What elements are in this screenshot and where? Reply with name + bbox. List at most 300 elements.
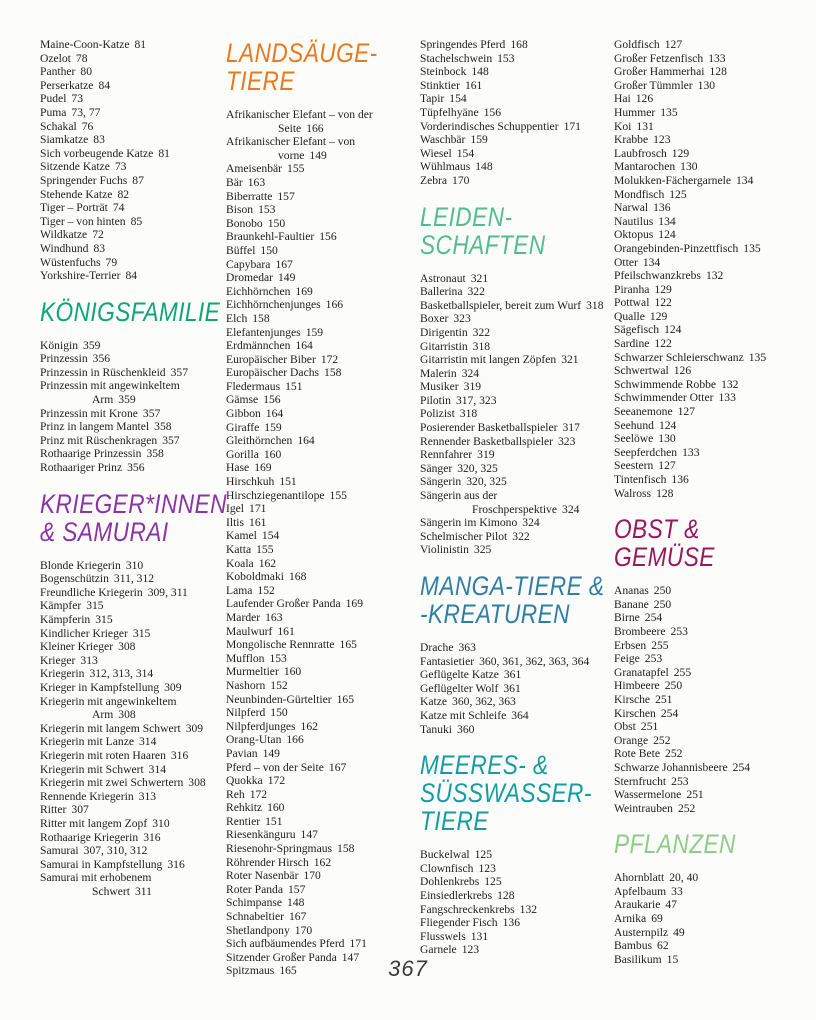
entry-page-numbers: 151 (285, 379, 303, 393)
entry-page-numbers: 158 (252, 311, 270, 325)
index-entry (226, 584, 418, 598)
entry-label: Ananas (614, 584, 649, 598)
entry-page-numbers: 361 (503, 681, 521, 695)
index-entry (614, 693, 806, 707)
index-entry (40, 92, 226, 106)
entry-label: Flusswels (420, 929, 466, 943)
index-entry (226, 774, 418, 788)
entry-page-numbers: 136 (502, 916, 520, 930)
entry-label: Basketballspieler, bereit zum Wurf (420, 298, 582, 312)
entry-page-numbers: 308 (118, 640, 136, 654)
index-entry (40, 38, 226, 52)
entry-label: Stehende Katze (40, 187, 113, 201)
entry-label: Molukken-Fächergarnele (614, 173, 731, 187)
entry-label: Afrikanischer Elefant – von (226, 135, 356, 149)
entry-label: Gämse (226, 393, 259, 407)
entry-page-numbers: 166 (325, 298, 344, 312)
entry-label: Arnika (614, 912, 647, 926)
entry-label: Birne (614, 611, 640, 625)
index-entry (614, 707, 806, 721)
index-entry (226, 706, 418, 720)
entry-label: Goldfisch (614, 38, 660, 51)
entry-label: Wüstenfuchs (40, 255, 101, 269)
section-heading-meeres-süsswasser-tiere (420, 750, 592, 837)
index-entry (420, 530, 614, 544)
index-entry (420, 848, 614, 862)
index-entry (226, 421, 418, 435)
entry-page-numbers: 307, 310, 312 (83, 844, 148, 858)
index-entry (420, 394, 614, 408)
entry-page-numbers: 360, 362, 363 (452, 695, 516, 709)
entry-page-numbers: 360 (457, 722, 475, 736)
index-entry (226, 652, 418, 666)
index-entry (40, 803, 226, 817)
entry-label: Prinzessin (40, 352, 88, 366)
index-entry (40, 599, 226, 613)
entry-page-numbers: 158 (324, 366, 342, 380)
entry-label: Pilotin (420, 393, 451, 407)
index-entry (40, 681, 226, 695)
entry-page-numbers: 357 (142, 406, 161, 420)
index-entry (614, 323, 806, 337)
entry-page-numbers: 171 (349, 937, 367, 951)
index-entry (40, 407, 226, 421)
entry-label: Gitarristin mit langen Zöpfen (420, 353, 557, 367)
index-entry (226, 230, 418, 244)
entry-page-numbers: 122 (654, 296, 672, 310)
entry-label: Gleithörnchen (226, 434, 293, 448)
entry-page-numbers: 129 (654, 282, 672, 296)
index-entry (420, 875, 614, 889)
index-entry (614, 734, 806, 748)
entry-page-numbers: 155 (256, 543, 274, 556)
entry-label: Prinzessin mit angewinkeltem (40, 379, 180, 393)
entry-label: Kämpfer (40, 599, 82, 613)
entry-label: Panther (40, 65, 76, 79)
entry-label: Feige (614, 652, 640, 666)
entry-page-numbers: 159 (305, 325, 324, 339)
entry-label: Tiger – Porträt (40, 201, 108, 215)
entry-label: Quokka (226, 774, 263, 788)
entry-label: Rote Bete (614, 747, 661, 761)
entry-label: Kleiner Krieger (40, 640, 114, 654)
entry-label: Orang-Utan (226, 733, 282, 747)
entry-page-numbers: 170 (452, 173, 470, 187)
entry-label: Prinz mit Rüschenkragen (40, 433, 158, 447)
section-heading-line: LANDSÄUGE- (226, 38, 378, 68)
entry-page-numbers: 255 (651, 638, 669, 652)
index-section (420, 38, 614, 188)
index-entry (614, 79, 806, 93)
entry-label: Pavian (226, 746, 258, 760)
index-entry (226, 448, 418, 462)
entry-page-numbers: 321 (561, 353, 579, 367)
index-entry (226, 570, 418, 584)
index-entry (40, 65, 226, 79)
entry-label: Mufflon (226, 651, 265, 665)
entry-page-numbers: 315 (95, 613, 113, 626)
entry-label-continuation: vorne (278, 148, 305, 162)
entry-label: Vorderindisches Schuppentier (420, 119, 559, 133)
entry-label: Dohlenkrebs (420, 875, 480, 889)
index-entry (614, 885, 806, 899)
entry-page-numbers: 309, 311 (147, 585, 188, 599)
entry-page-numbers: 135 (748, 350, 767, 364)
entry-label: Krieger (40, 653, 76, 667)
entry-page-numbers: 76 (81, 119, 94, 133)
entry-page-numbers: 167 (275, 257, 293, 271)
entry-label: Schwarzer Schleierschwanz (614, 350, 744, 364)
entry-label: Neunbinden-Gürteltier (226, 692, 332, 706)
entry-page-numbers: 167 (328, 760, 347, 774)
entry-page-numbers: 162 (313, 855, 332, 869)
index-section (420, 203, 614, 557)
entry-label: Schelmischer Pilot (420, 529, 508, 543)
index-entry (40, 106, 226, 120)
entry-page-numbers: 171 (249, 502, 267, 516)
entry-label: Bär (226, 175, 243, 189)
entry-page-numbers: 82 (117, 187, 130, 201)
index-entry (420, 916, 614, 930)
entry-page-numbers: 154 (261, 529, 280, 543)
index-entry (40, 174, 226, 188)
entry-label: Großer Fetzenfisch (614, 51, 704, 65)
section-heading-landsäuge-tiere (226, 39, 387, 95)
index-entry (420, 448, 614, 462)
entry-page-numbers: 157 (288, 882, 306, 896)
entry-label: Steinbock (420, 65, 467, 79)
entry-label: Sägefisch (614, 323, 660, 337)
entry-label: Mongolische Rennratte (226, 638, 335, 652)
section-heading-line: LEIDEN- (420, 201, 513, 232)
index-entry (614, 378, 806, 392)
entry-label: Dirigentin (420, 325, 468, 339)
entry-label: Hirschziegenantilope (226, 488, 325, 502)
entry-page-numbers: 69 (651, 912, 663, 926)
index-entry (614, 337, 806, 351)
entry-label: Otter (614, 255, 638, 269)
index-entry (614, 256, 806, 270)
entry-label: Dromedar (226, 271, 273, 285)
index-section (40, 490, 226, 899)
section-heading-line: MANGA-TIERE & (420, 571, 605, 601)
entry-page-numbers: 314 (139, 735, 157, 749)
index-entry (40, 627, 226, 641)
entry-label: Oktopus (614, 228, 654, 242)
index-entry (614, 296, 806, 310)
entry-page-numbers: 253 (670, 624, 688, 638)
entry-page-numbers: 168 (288, 570, 307, 584)
index-entry (40, 735, 226, 749)
entry-label: Bambus (614, 939, 653, 953)
entry-label: Seestern (614, 459, 654, 473)
index-entry (420, 475, 614, 489)
index-entry (40, 447, 226, 461)
index-entry (420, 930, 614, 944)
entry-page-numbers: 318 (586, 298, 604, 312)
index-entry (420, 943, 614, 957)
entry-page-numbers: 165 (279, 964, 297, 978)
index-entry (420, 52, 614, 66)
entry-label: Kriegerin (40, 667, 85, 681)
entry-page-numbers: 153 (497, 51, 515, 65)
index-section (614, 38, 806, 500)
entry-label: Kirschen (614, 706, 656, 720)
entry-label: Musiker (420, 380, 459, 394)
index-entry (614, 761, 806, 775)
entry-label: Basilikum (614, 952, 662, 966)
entry-page-numbers: 128 (656, 486, 674, 500)
entry-page-numbers: 357 (170, 365, 188, 379)
index-entry (420, 407, 614, 421)
entry-label: Astronaut (420, 271, 466, 285)
entry-page-numbers: 148 (287, 896, 305, 910)
entry-page-numbers: 135 (660, 105, 678, 119)
entry-label: Riesenkänguru (226, 828, 296, 842)
entry-label: Europäischer Dachs (226, 366, 320, 380)
entry-page-numbers: 134 (658, 214, 676, 228)
index-entry (614, 201, 806, 215)
index-entry (40, 586, 226, 600)
entry-label: Ballerina (420, 285, 463, 299)
entry-label: Großer Tümmler (614, 78, 693, 92)
entry-label: Kindlicher Krieger (40, 626, 128, 640)
entry-page-numbers: 159 (470, 133, 488, 147)
index-entry (226, 679, 418, 693)
entry-label: Hai (614, 92, 631, 106)
entry-label: Samurai mit erhobenem (40, 871, 152, 885)
index-entry (614, 775, 806, 789)
entry-label: Tüpfelhyäne (420, 105, 479, 119)
index-entry (226, 856, 418, 870)
index-entry (614, 120, 806, 134)
entry-page-numbers: 81 (134, 38, 147, 51)
entry-label: Violinistin (420, 543, 469, 557)
entry-page-numbers: 72 (92, 228, 104, 242)
entry-page-numbers: 15 (666, 952, 679, 966)
index-section (614, 515, 806, 815)
index-entry (40, 256, 226, 270)
index-entry (614, 747, 806, 761)
entry-page-numbers: 324 (461, 366, 480, 380)
entry-page-numbers: 87 (132, 173, 144, 187)
section-heading-line: MEERES- & (420, 750, 549, 781)
entry-list (40, 559, 226, 899)
entry-label: Igel (226, 502, 245, 516)
entry-page-numbers: 127 (664, 38, 683, 51)
entry-label: Fledermaus (226, 379, 281, 393)
index-entry (40, 749, 226, 763)
entry-page-numbers: 123 (461, 943, 480, 957)
entry-page-numbers: 254 (732, 760, 751, 774)
index-entry (40, 352, 226, 366)
entry-label: Rennende Kriegerin (40, 789, 134, 803)
entry-label: Fliegender Fisch (420, 916, 498, 930)
index-entry (420, 106, 614, 120)
index-entry (614, 38, 806, 52)
index-entry (420, 489, 614, 516)
entry-page-numbers: 318 (472, 339, 491, 353)
entry-label: Stinktier (420, 78, 460, 92)
index-entry (40, 776, 226, 790)
entry-page-numbers: 73 (114, 160, 127, 174)
entry-label: Schimpanse (226, 896, 283, 910)
entry-label: Hummer (614, 105, 656, 119)
entry-page-numbers: 132 (721, 377, 739, 391)
entry-page-numbers: 357 (162, 433, 180, 447)
entry-page-numbers: 318 (459, 407, 478, 421)
index-entry (614, 310, 806, 324)
entry-page-numbers: 170 (303, 869, 321, 883)
index-entry (420, 353, 614, 367)
section-heading-line: TIERE (226, 66, 295, 96)
entry-page-numbers: 47 (665, 898, 677, 912)
entry-page-numbers: 132 (705, 269, 724, 283)
entry-label: Kriegerin mit zwei Schwertern (40, 776, 184, 790)
entry-label: Walross (614, 486, 652, 500)
index-entry (614, 364, 806, 378)
entry-page-numbers: 358 (146, 447, 164, 461)
entry-label: Pottwal (614, 296, 650, 310)
index-entry (226, 162, 418, 176)
entry-label: Granatapfel (614, 665, 669, 679)
entry-label: Capybara (226, 257, 271, 271)
entry-label: Sich vorbeugende Katze (40, 146, 154, 160)
index-entry (40, 160, 226, 174)
entry-page-numbers: 251 (655, 692, 673, 706)
entry-page-numbers: 161 (464, 78, 483, 92)
index-entry (614, 446, 806, 460)
entry-label: Rehkitz (226, 801, 263, 815)
entry-list (614, 584, 806, 815)
index-entry (614, 625, 806, 639)
section-heading-line: GEMÜSE (614, 542, 715, 573)
index-entry (226, 217, 418, 231)
index-entry (40, 817, 226, 831)
entry-label: Nautilus (614, 214, 654, 228)
entry-page-numbers: 124 (658, 228, 676, 242)
entry-label: Qualle (614, 309, 645, 323)
section-heading-königsfamilie (40, 296, 221, 327)
entry-page-numbers: 136 (671, 473, 689, 486)
entry-label: Wassermelone (614, 788, 682, 802)
entry-page-numbers: 363 (458, 641, 476, 654)
entry-page-numbers: 170 (294, 923, 313, 937)
entry-label: Großer Hammerhai (614, 65, 705, 79)
section-heading-line: PFLANZEN (614, 829, 736, 860)
index-entry (614, 283, 806, 297)
index-entry (226, 190, 418, 204)
entry-label: Kamel (226, 529, 257, 543)
entry-page-numbers: 168 (510, 38, 528, 51)
entry-list (226, 108, 418, 978)
entry-page-numbers: 125 (669, 187, 687, 201)
index-entry (40, 559, 226, 573)
index-entry (614, 639, 806, 653)
index-entry (226, 489, 418, 503)
index-entry (226, 543, 418, 557)
index-entry (226, 271, 418, 285)
entry-page-numbers: 134 (642, 255, 661, 269)
entry-label: Marder (226, 610, 261, 624)
entry-label: Maulwurf (226, 624, 273, 638)
entry-page-numbers: 128 (497, 888, 515, 902)
entry-page-numbers: 171 (563, 119, 581, 133)
entry-page-numbers: 160 (283, 665, 302, 679)
entry-label: Sängerin im Kimono (420, 516, 518, 530)
index-section (226, 39, 418, 978)
index-entry (614, 106, 806, 120)
entry-label: Tanuki (420, 722, 453, 736)
entry-label: Waschbär (420, 133, 466, 147)
index-entry (420, 174, 614, 188)
section-heading-line: KRIEGER*INNEN (40, 488, 227, 519)
index-entry (40, 201, 226, 215)
index-entry (226, 693, 418, 707)
entry-label: Rothaariger Prinz (40, 461, 123, 475)
entry-page-numbers: 136 (653, 201, 671, 215)
entry-label: Lama (226, 583, 253, 597)
entry-label: Yorkshire-Terrier (40, 269, 121, 283)
index-entry (40, 242, 226, 256)
entry-page-numbers: 155 (329, 488, 347, 502)
section-heading-line: -KREATUREN (420, 599, 570, 629)
index-entry (226, 557, 418, 571)
index-entry (226, 366, 418, 380)
index-entry (420, 903, 614, 917)
entry-label: Eichhörnchen (226, 284, 291, 298)
index-entry (226, 176, 418, 190)
entry-page-numbers: 147 (341, 950, 360, 964)
entry-label: Buckelwal (420, 848, 470, 862)
index-entry (614, 269, 806, 283)
entry-page-numbers: 124 (658, 418, 677, 432)
entry-page-numbers: 316 (170, 748, 189, 762)
entry-label: Röhrender Hirsch (226, 855, 309, 869)
entry-label: Maine-Coon-Katze (40, 38, 130, 51)
index-entry (40, 667, 226, 681)
entry-page-numbers: 356 (127, 461, 145, 475)
entry-page-numbers: 148 (475, 160, 493, 174)
entry-page-numbers: 321 (470, 271, 489, 285)
entry-label: Kriegerin mit Lanze (40, 735, 134, 749)
entry-page-numbers: 361 (503, 668, 522, 682)
entry-label: Schwimmende Robbe (614, 377, 717, 391)
entry-label: Sich aufbäumendes Pferd (226, 937, 345, 951)
entry-label: Sitzender Großer Panda (226, 950, 337, 964)
entry-page-numbers: 312, 313, 314 (89, 667, 154, 681)
entry-page-numbers: 84 (98, 78, 111, 92)
entry-page-numbers: 315 (86, 599, 104, 613)
entry-label: Roter Nasenbär (226, 869, 299, 883)
entry-page-numbers: 309 (164, 680, 182, 694)
entry-label: Königin (40, 338, 79, 352)
entry-page-numbers: 154 (449, 92, 467, 106)
index-entry (226, 788, 418, 802)
entry-label: Iltis (226, 515, 245, 529)
entry-label: Geflügelter Wolf (420, 681, 499, 695)
index-section (614, 830, 806, 966)
index-entry (226, 203, 418, 217)
entry-label: Tiger – von hinten (40, 214, 126, 228)
entry-page-numbers: 250 (664, 679, 683, 693)
entry-list (420, 38, 614, 188)
entry-page-numbers: 324 (562, 502, 580, 516)
entry-label-continuation: Arm (92, 708, 114, 722)
index-entry (40, 695, 226, 722)
entry-page-numbers: 131 (636, 119, 654, 133)
index-entry (226, 461, 418, 475)
